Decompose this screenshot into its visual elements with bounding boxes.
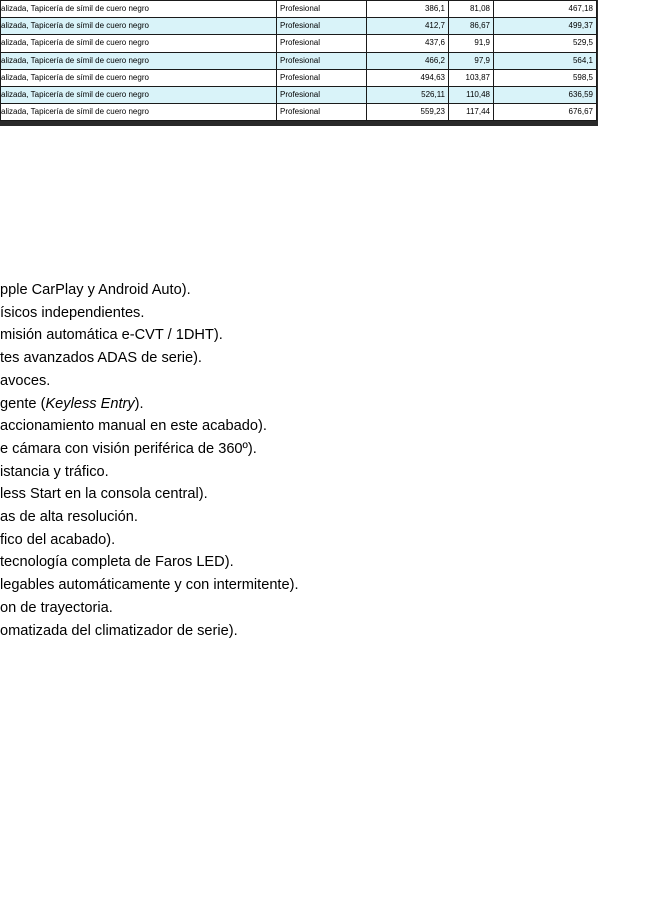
feature-text: e cámara con visión periférica de 360º). [0,440,257,457]
feature-text: avoces. [0,372,51,389]
feature-text: legables automáticamente y con intermitente). [0,577,299,594]
feature-item [0,506,299,529]
feature-item [0,302,299,325]
cell-description: alizada, Tapicería de símil de cuero negro [1,86,277,103]
feature-text: omatizada del climatizador de serie). [0,622,238,639]
feature-item [0,461,299,484]
feature-item [0,347,299,370]
feature-text: tecnología completa de Faros LED). [0,554,234,571]
cell-base-price: 526,11 [367,86,449,103]
table-row [1,69,597,86]
table-row [1,18,597,35]
cell-trim: Profesional [277,104,367,121]
feature-text: misión automática e-CVT / 1DHT). [0,327,223,344]
cell-trim: Profesional [277,18,367,35]
cell-trim: Profesional [277,69,367,86]
cell-total-price: 676,67 [494,104,597,121]
price-table-frame [0,0,598,126]
feature-emphasis: Keyless Entry [45,395,135,412]
table-row [1,35,597,52]
cell-description: alizada, Tapicería de símil de cuero negro [1,104,277,121]
feature-item [0,370,299,393]
feature-item [0,438,299,461]
cell-tax: 110,48 [449,86,494,103]
cell-tax: 91,9 [449,35,494,52]
feature-item [0,597,299,620]
feature-text: ísicos independientes. [0,304,145,321]
cell-tax: 117,44 [449,104,494,121]
cell-tax: 97,9 [449,52,494,69]
feature-text: istancia y tráfico. [0,463,109,480]
cell-total-price: 499,37 [494,18,597,35]
cell-trim: Profesional [277,35,367,52]
feature-text: less Start en la consola central). [0,486,208,503]
cell-description: alizada, Tapicería de símil de cuero negro [1,69,277,86]
cell-base-price: 466,2 [367,52,449,69]
cell-total-price: 636,59 [494,86,597,103]
feature-item [0,324,299,347]
feature-item [0,551,299,574]
cell-tax: 81,08 [449,1,494,18]
cell-base-price: 437,6 [367,35,449,52]
feature-list [0,279,299,642]
cell-trim: Profesional [277,1,367,18]
feature-text: as de alta resolución. [0,509,138,526]
feature-text-end: ). [134,395,144,412]
feature-item [0,620,299,643]
cell-base-price: 559,23 [367,104,449,121]
feature-item [0,483,299,506]
table-row [1,1,597,18]
feature-item [0,393,299,416]
cell-total-price: 467,18 [494,1,597,18]
cell-total-price: 598,5 [494,69,597,86]
cell-trim: Profesional [277,52,367,69]
cell-base-price: 412,7 [367,18,449,35]
cell-description: alizada, Tapicería de símil de cuero negro [1,35,277,52]
feature-text: fico del acabado). [0,531,116,548]
feature-item [0,415,299,438]
cell-base-price: 386,1 [367,1,449,18]
price-table [0,0,597,121]
feature-text: accionamiento manual en este acabado). [0,418,267,435]
table-row [1,104,597,121]
feature-text: pple CarPlay y Android Auto). [0,282,191,298]
cell-base-price: 494,63 [367,69,449,86]
feature-text: on de trayectoria. [0,599,113,616]
cell-tax: 103,87 [449,69,494,86]
cell-description: alizada, Tapicería de símil de cuero negro [1,18,277,35]
feature-item [0,574,299,597]
cell-description: alizada, Tapicería de símil de cuero negro [1,1,277,18]
cell-tax: 86,67 [449,18,494,35]
feature-text: gente ( [0,395,46,412]
feature-item [0,279,299,302]
feature-item [0,529,299,552]
cell-description: alizada, Tapicería de símil de cuero negro [1,52,277,69]
cell-trim: Profesional [277,86,367,103]
feature-text: tes avanzados ADAS de serie). [0,350,202,367]
table-row [1,86,597,103]
cell-total-price: 529,5 [494,35,597,52]
table-row [1,52,597,69]
cell-total-price: 564,1 [494,52,597,69]
